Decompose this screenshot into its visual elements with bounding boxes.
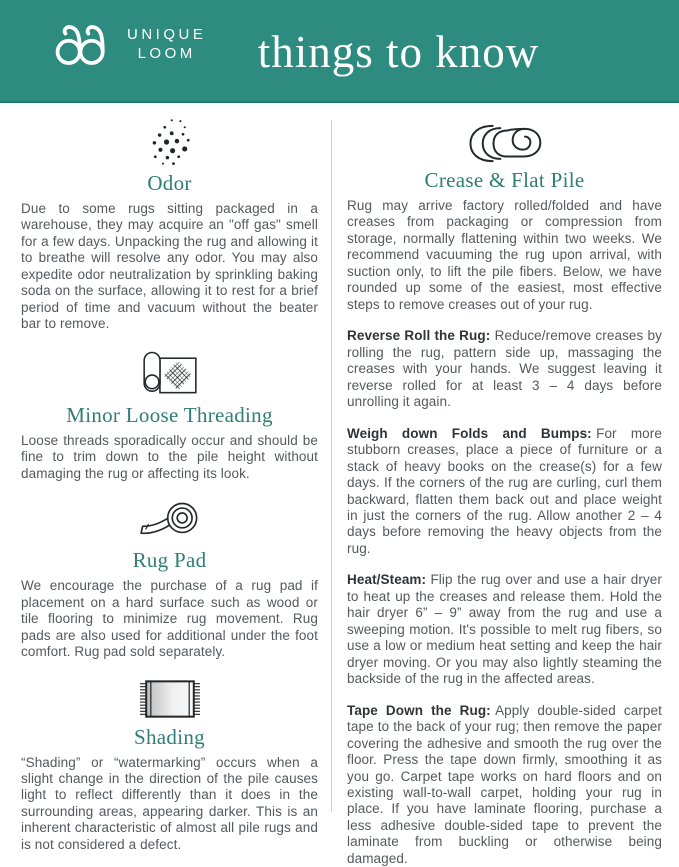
section-body-loose-threading: Loose threads sporadically occur and should be fine to trim down to the pile height without damaging the rug or affecting its look. [21, 432, 318, 481]
tip-label-reverse-roll: Reverse Roll the Rug: [347, 328, 491, 344]
section-heading-loose-threading: Minor Loose Threading [66, 402, 273, 427]
brand-name-line1: UNIQUE [127, 25, 207, 43]
section-loose-threading [21, 348, 318, 482]
crease-intro: Rug may arrive factory rolled/folded and have creases from packaging or compression from storage, normally flattening within two weeks. We recommend vacuuming the rug upon arrival, with suction only, to lift the pile fibers. Below, we have rounded up some of the easiest, most effective steps to remove creases out of your rug. [347, 198, 662, 312]
rug-pad-roll-icon [21, 497, 318, 545]
odor-scatter-icon [21, 116, 318, 168]
section-heading-odor: Odor [147, 171, 192, 195]
left-column [0, 116, 331, 852]
flat-rug-shading-icon [21, 676, 318, 722]
tip-label-tape-down: Tape Down the Rug: [347, 702, 491, 718]
brand-name-line2: LOOM [137, 45, 196, 62]
rolled-rug-spiral-icon [347, 122, 662, 165]
tip-text-heat-steam: Flip the rug over and use a hair dryer to heat up the creases and release them. Hold the hair dryer 6” – 9” away from the rug and use a sweeping motion. It's possible to melt rug fibers, so use a low or medium heat setting and keep the hair dryer moving. Or you may also lightly steaming the backside of the rug in the affected areas. [347, 572, 662, 687]
tip-text-tape-down: Apply double-sided carpet tape to the back of your rug; then remove the paper covering the adhesive and smooth the rug over the floor. Press the tape down firmly, smoothing it as you go. Carpet tape works on hard floors and on existing wall-to-wall carpet, holding your rug in place. If you have laminate flooring, purchase a less adhesive double-sided tape to prevent the laminate from buckling or otherwise being damaged. [347, 702, 662, 866]
tip-tape-down [347, 703, 662, 867]
section-rug-pad [21, 497, 318, 660]
section-heading-crease-flat-pile: Crease & Flat Pile [424, 168, 585, 192]
section-body-odor: Due to some rugs sitting packaged in a warehouse, they may acquire an "off gas" smell for a few days. Unpacking the rug and allowing it to breathe will resolve any odor. You may also expedite odor neutralization by sprinkling baking soda on the surface, allowing it to rest for a brief period of time and vacuum without the beater bar to remove. [21, 201, 318, 332]
section-heading-shading: Shading [134, 724, 205, 749]
section-shading [21, 676, 318, 854]
tip-text-reverse-roll: Reduce/remove creases by rolling the rug, pattern side up, massaging the creases with your hands. We suggest leaving it reverse rolled for at least 3 – 4 days before unrolling it again. [347, 328, 662, 410]
section-body-rug-pad: We encourage the purchase of a rug pad if placement on a hard surface such as wood or tile flooring to minimize rug movement. Rug pads are also used for additional under the foot comfort. Rug pad sold separately. [21, 578, 318, 660]
tip-text-weigh-down: For more stubborn creases, place a piece of furniture or a stack of heavy books on the crease(s) for a few days. If the corners of the rug are curling, curl them backward, flatten them back out and place weight in just the corners of the rug. Allow another 2 – 4 days before removing the heavy objects from the rug. [347, 425, 662, 556]
rolled-rug-crosshatch-icon [21, 348, 318, 400]
tip-label-weigh-down: Weigh down Folds and Bumps: [347, 425, 592, 441]
section-odor [21, 116, 318, 333]
tip-label-heat-steam: Heat/Steam: [347, 572, 427, 588]
tip-heat-steam [347, 572, 662, 687]
page-title: things to know [257, 27, 540, 77]
section-heading-rug-pad: Rug Pad [132, 548, 207, 573]
tip-weigh-down [347, 426, 662, 558]
tip-reverse-roll [347, 328, 662, 410]
section-body-shading: “Shading” or “watermarking” occurs when a slight change in the direction of the pile causes light to reflect differently than it does in the surrounding areas, appearing darker. This is an inherent characteristic of almost all pile rugs and is not considered a defect. [21, 754, 318, 852]
header-banner [0, 0, 679, 103]
content-area [0, 103, 679, 866]
right-column [332, 116, 679, 866]
